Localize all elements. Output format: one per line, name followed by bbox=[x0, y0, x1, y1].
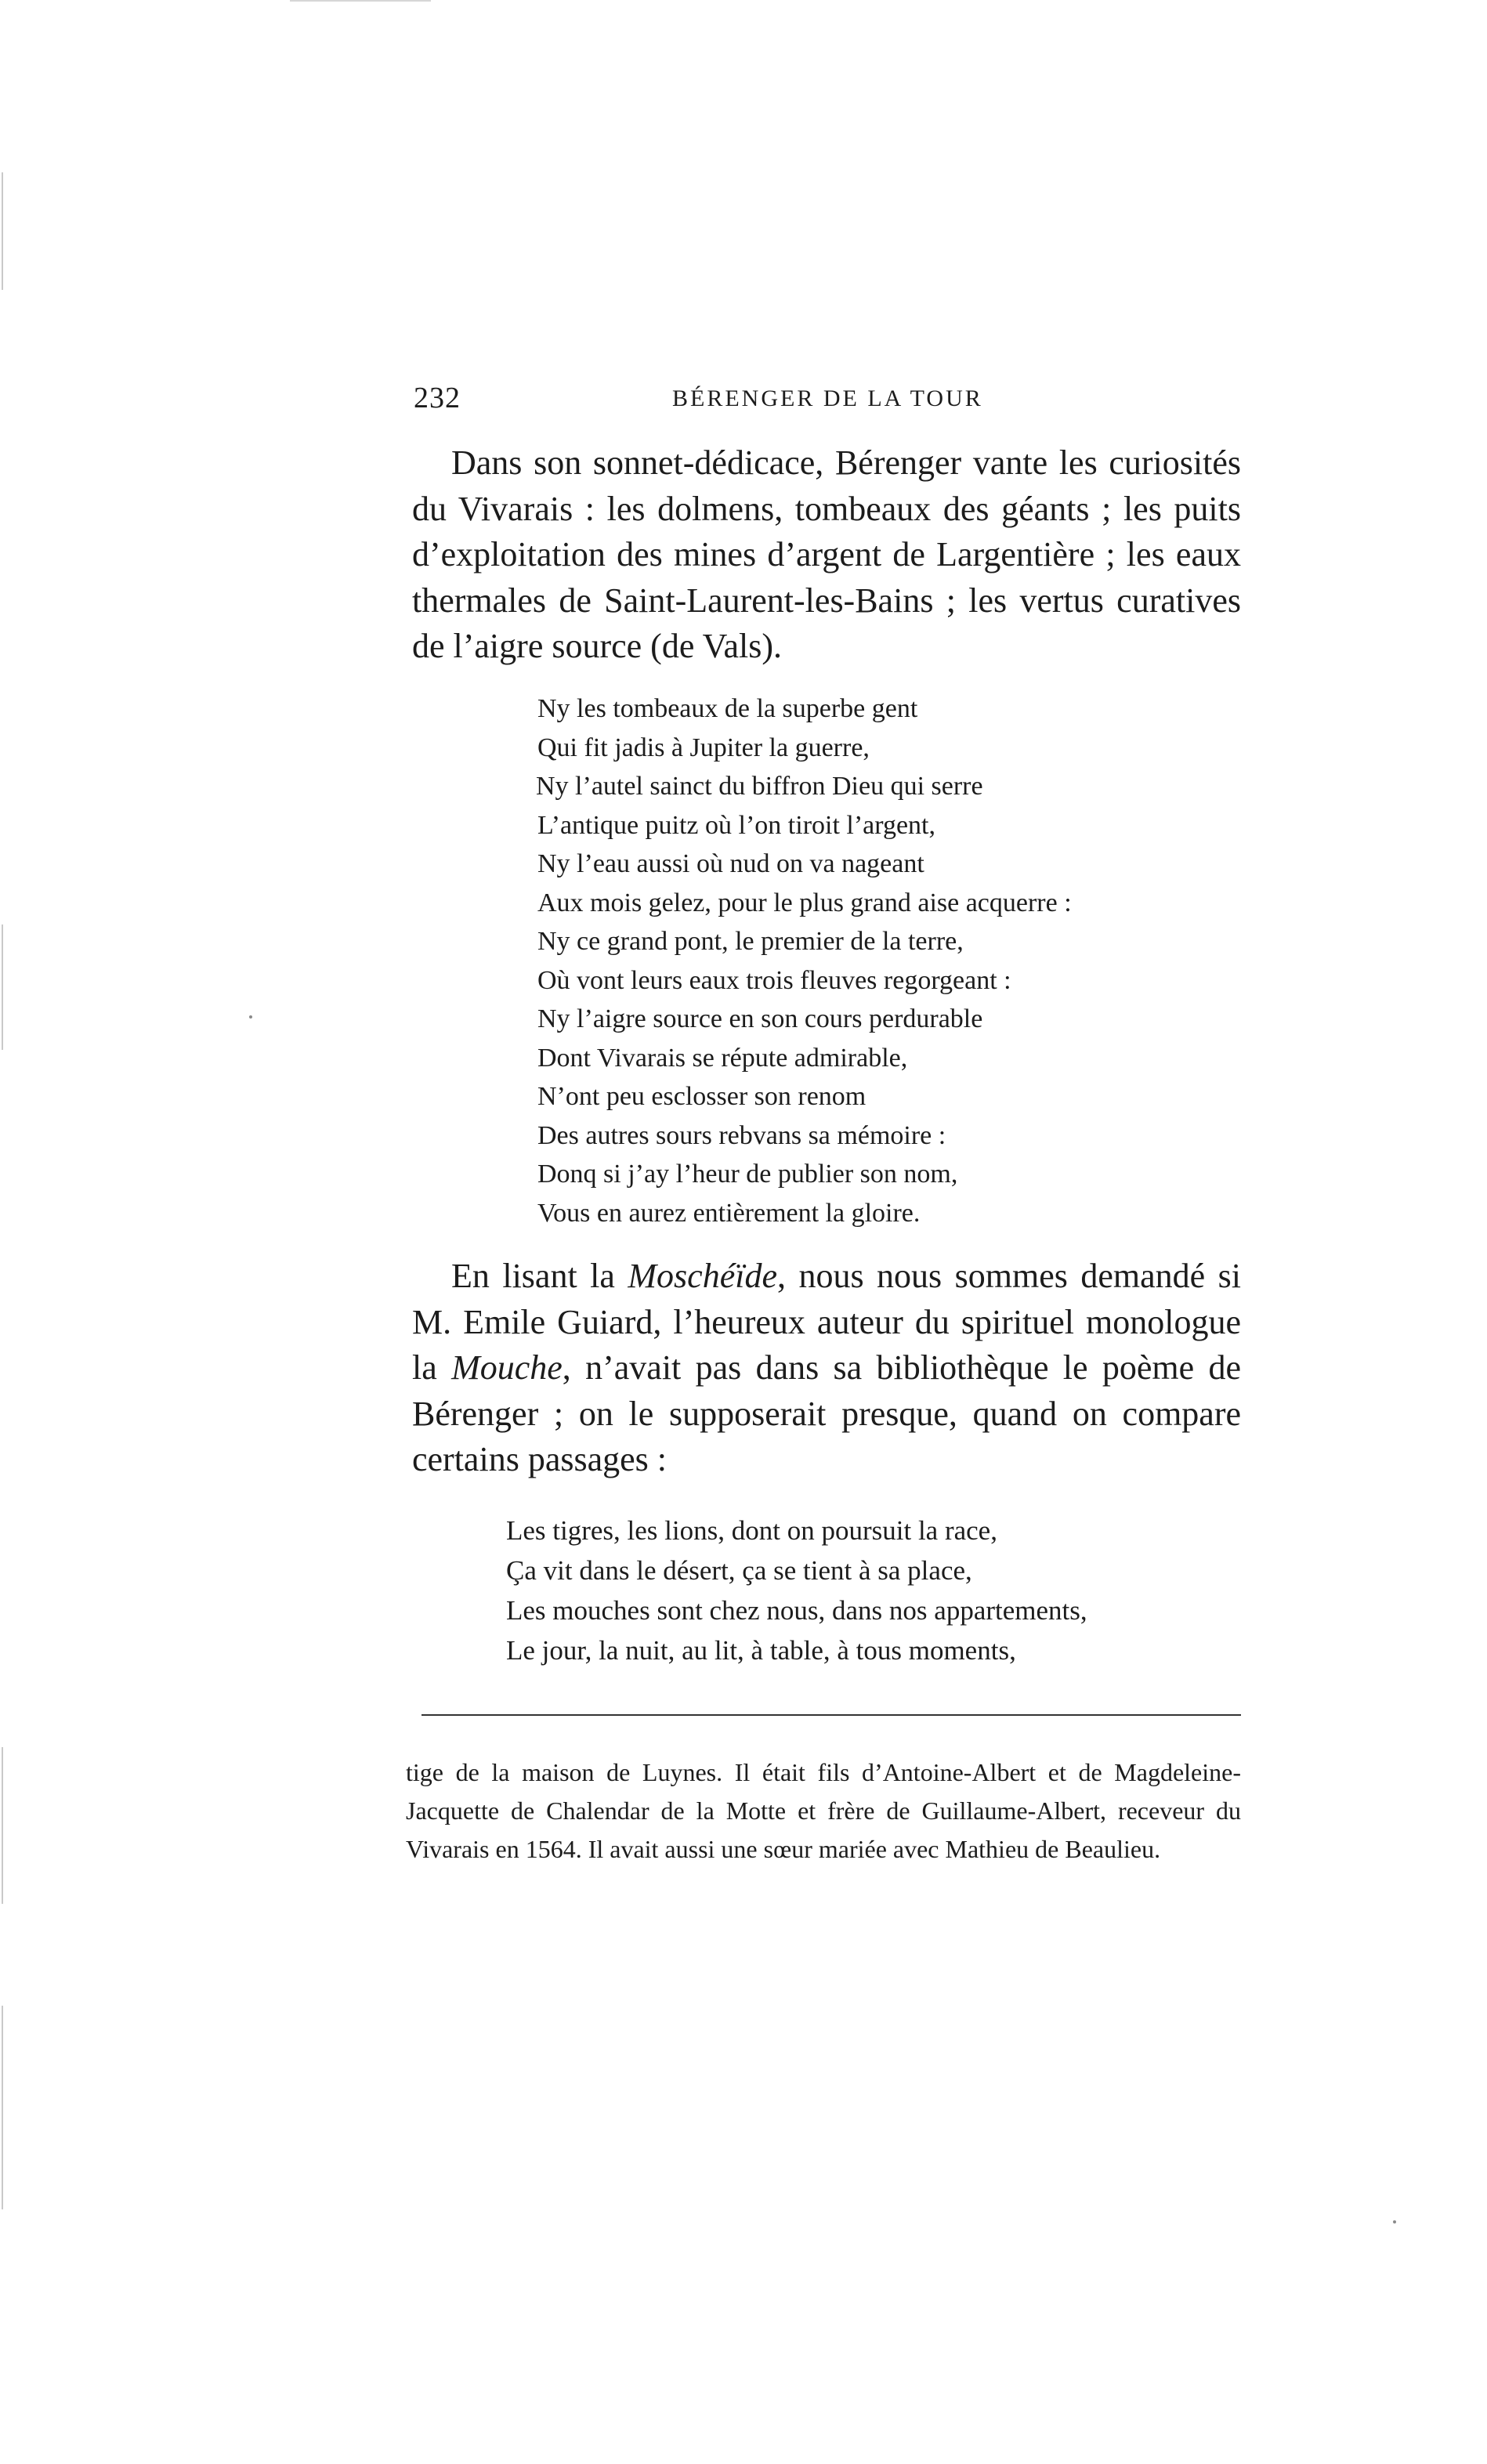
text-run: , nous nous sommes demandé si M. Emile Guiard, l’heureux auteur du spirituel monologue la bbox=[412, 1257, 1241, 1387]
footnote-divider bbox=[421, 1714, 1241, 1716]
verse-line: Qui fit jadis à Jupiter la guerre, bbox=[537, 733, 870, 762]
page-header bbox=[414, 381, 1241, 428]
verse-line: Ny l’aigre source en son cours perdurable bbox=[537, 1004, 983, 1033]
verse-line: Aux mois gelez, pour le plus grand aise acquerre : bbox=[537, 888, 1072, 917]
verse-line: Ça vit dans le désert, ça se tient à sa place, bbox=[506, 1555, 972, 1586]
verse-line: Ny ce grand pont, le premier de la terre, bbox=[537, 927, 964, 956]
verse-line: Ny l’autel sainct du biffron Dieu qui serre bbox=[536, 772, 983, 801]
text-run: , n’avait pas dans sa bibliothèque le poème de Bérenger ; on le supposerait presque, quand on compare certains passages : bbox=[412, 1348, 1241, 1478]
verse-line: N’ont peu esclosser son renom bbox=[537, 1082, 867, 1111]
verse-line: Des autres sours rebvans sa mémoire : bbox=[537, 1120, 946, 1150]
scan-speck bbox=[1393, 2220, 1396, 2223]
work-title-moscheide: Moschéïde bbox=[628, 1257, 777, 1295]
page-number: 232 bbox=[414, 382, 461, 414]
verse-line: Les tigres, les lions, dont on poursuit la race, bbox=[506, 1515, 997, 1546]
verse-line: Vous en aurez entièrement la gloire. bbox=[537, 1198, 921, 1228]
paragraph-text: Dans son sonnet-dédicace, Bérenger vante les curiosités du Vivarais : les dolmens, tombeaux des géants ; les puits d’exploitation des mines d’argent de Largentière ; les eaux thermales de Saint-Laurent-les-Bains ; les vertus curatives de l’aigre source (de Vals). bbox=[412, 443, 1241, 665]
verse-line: Donq si j’ay l’heur de publier son nom, bbox=[537, 1160, 958, 1189]
running-title: BÉRENGER DE LA TOUR bbox=[672, 385, 983, 411]
work-title-mouche: Mouche bbox=[451, 1348, 563, 1387]
verse-line: Le jour, la nuit, au lit, à table, à tous moments, bbox=[506, 1635, 1016, 1666]
verse-line: Les mouches sont chez nous, dans nos appartements, bbox=[506, 1595, 1087, 1626]
paragraph-text bbox=[412, 1254, 1241, 1483]
body-paragraph-dedication bbox=[412, 440, 1241, 670]
monologue-quotation bbox=[506, 1511, 1087, 1670]
body-paragraph-comparison bbox=[412, 1254, 1241, 1483]
verse-line: L’antique puitz où l’on tiroit l’argent, bbox=[537, 810, 936, 840]
scan-edge-mark bbox=[2, 924, 3, 1050]
text-run: En lisant la bbox=[451, 1257, 628, 1295]
scan-edge-mark bbox=[2, 172, 3, 290]
verse-line: Où vont leurs eaux trois fleuves regorgeant : bbox=[537, 965, 1011, 995]
sonnet-quotation bbox=[537, 689, 1072, 1232]
verse-line: Ny l’eau aussi où nud on va nageant bbox=[537, 849, 924, 878]
scan-edge-mark bbox=[2, 1747, 3, 1904]
footnote: tige de la maison de Luynes. Il était fils d’Antoine-Albert et de Magdeleine-Jacquette de Chalendar de la Motte et frère de Guillaume-Albert, receveur du Vivarais en 1564. Il avait aussi une sœur mariée avec Mathieu de Beaulieu. bbox=[406, 1758, 1241, 1863]
verse-line: Ny les tombeaux de la superbe gent bbox=[537, 694, 918, 723]
scan-top-mark bbox=[290, 0, 431, 2]
verse-line: Dont Vivarais se répute admirable, bbox=[537, 1043, 908, 1073]
scan-speck bbox=[249, 1015, 252, 1019]
scan-edge-mark bbox=[2, 2006, 3, 2209]
